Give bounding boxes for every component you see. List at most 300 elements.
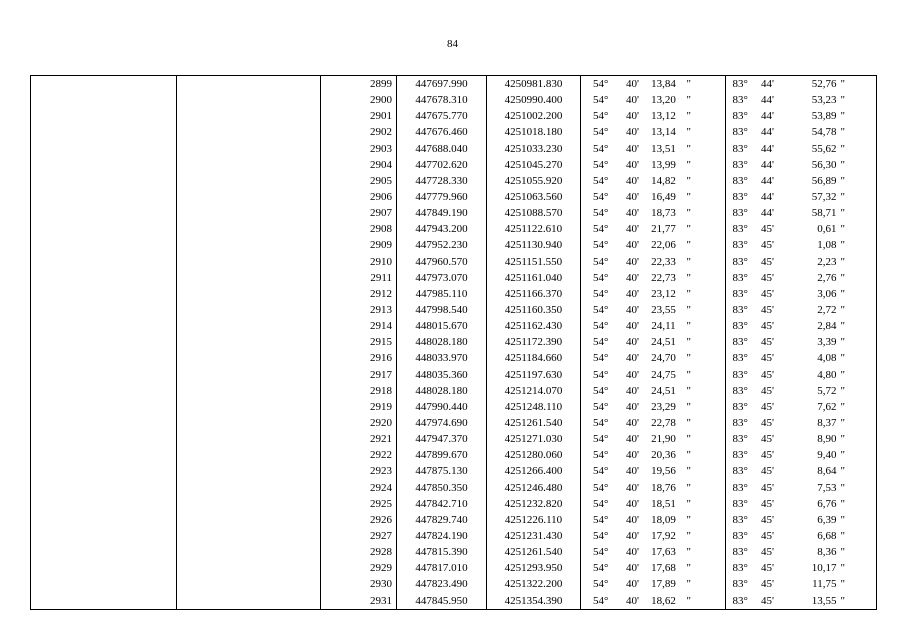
longitude-seconds-mark: " [837,576,877,592]
latitude-seconds-mark: " [683,496,726,512]
latitude-seconds-mark: " [683,480,726,496]
longitude-degrees: 83° [732,352,748,365]
point-number: 2920 [321,415,397,431]
latitude-seconds: 13,14 [651,126,676,139]
blank-cell [177,544,321,560]
latitude-seconds-mark: " [683,367,726,383]
x-coordinate: 447823.490 [397,576,487,592]
blank-cell [177,576,321,592]
latitude-minutes: 40' [626,287,639,300]
longitude-degrees: 83° [732,110,748,123]
blank-cell [31,205,177,221]
table-row [31,286,877,302]
latitude-minutes: 40' [626,304,639,317]
table-row [31,480,877,496]
latitude-seconds: 22,33 [651,255,676,268]
longitude-degrees: 83° [732,304,748,317]
y-coordinate: 4251271.030 [487,431,581,447]
longitude-seconds: 2,84 [817,320,837,333]
y-coordinate: 4251033.230 [487,141,581,157]
latitude-degrees: 54° [593,352,609,365]
longitude-degrees: 83° [732,271,748,284]
latitude-seconds-mark: " [683,383,726,399]
latitude-degrees: 54° [581,76,621,93]
longitude-seconds: 57,32 [811,191,837,204]
latitude-seconds-mark: " [683,447,726,463]
blank-cell [31,286,177,302]
latitude-minutes: 40' [626,530,639,542]
longitude-seconds-mark: " [837,528,877,544]
longitude-degrees: 83° [732,481,748,494]
longitude-degrees: 83° [732,449,748,462]
longitude-seconds-mark: " [837,367,877,383]
x-coordinate: 447702.620 [397,157,487,173]
longitude-seconds: 1,08 [817,239,837,252]
longitude-minutes: 45' [761,368,774,381]
page-number: 84 [447,38,458,50]
longitude-degrees: 83° [732,546,748,559]
latitude-seconds-mark: " [683,237,726,253]
latitude-seconds-mark: " [683,560,726,576]
table-row [31,447,877,463]
latitude-seconds: 24,51 [651,384,676,397]
latitude-minutes: 40' [626,239,639,252]
blank-cell [177,334,321,350]
latitude-seconds: 13,12 [651,110,676,123]
blank-cell [31,431,177,447]
y-coordinate: 4251246.480 [487,480,581,496]
latitude-seconds: 17,68 [651,562,676,575]
latitude-seconds: 23,55 [651,304,676,317]
latitude-seconds: 13,99 [651,158,676,171]
y-coordinate: 4251214.070 [487,383,581,399]
latitude-seconds-mark: " [683,76,726,93]
table-row [31,593,877,610]
longitude-seconds-mark: " [837,286,877,302]
point-number: 2907 [321,205,397,221]
blank-cell [31,318,177,334]
x-coordinate: 447985.110 [397,286,487,302]
x-coordinate: 447815.390 [397,544,487,560]
blank-cell [177,447,321,463]
longitude-minutes: 45' [761,384,774,397]
longitude-seconds: 56,30 [811,158,837,171]
latitude-degrees: 54° [593,255,609,268]
x-coordinate: 447678.310 [397,92,487,108]
table-row [31,254,877,270]
y-coordinate: 4251045.270 [487,157,581,173]
longitude-seconds: 3,39 [817,336,837,349]
latitude-degrees: 54° [593,239,609,252]
longitude-seconds: 58,71 [811,207,837,220]
y-coordinate: 4251166.370 [487,286,581,302]
latitude-seconds: 18,76 [651,481,676,494]
longitude-degrees: 83° [732,174,748,187]
longitude-seconds: 7,53 [817,481,837,494]
longitude-seconds-mark: " [837,512,877,528]
longitude-seconds-mark: " [837,350,877,366]
longitude-degrees: 83° [732,578,748,591]
y-coordinate: 4251231.430 [487,528,581,544]
x-coordinate: 447952.230 [397,237,487,253]
latitude-degrees: 54° [593,142,609,155]
longitude-degrees: 83° [732,207,748,220]
blank-cell [31,76,177,93]
longitude-seconds-mark: " [837,189,877,205]
latitude-minutes: 40' [626,191,639,204]
longitude-seconds: 7,62 [817,400,837,413]
latitude-seconds: 17,89 [651,578,676,591]
longitude-seconds: 2,76 [817,271,837,284]
table-row [31,108,877,124]
y-coordinate: 4251266.400 [487,463,581,479]
latitude-degrees: 54° [593,449,609,462]
point-number: 2912 [321,286,397,302]
latitude-seconds: 22,78 [651,417,676,430]
table-row [31,544,877,560]
y-coordinate: 4251293.950 [487,560,581,576]
longitude-minutes: 45' [761,271,774,284]
longitude-degrees: 83° [732,239,748,252]
longitude-seconds-mark: " [837,447,877,463]
blank-cell [31,560,177,576]
longitude-minutes: 45' [761,336,774,349]
blank-cell [177,318,321,334]
longitude-degrees: 83° [732,417,748,430]
longitude-seconds: 5,72 [817,384,837,397]
longitude-minutes: 45' [761,239,774,252]
latitude-degrees: 54° [593,562,609,575]
table-row [31,367,877,383]
latitude-seconds-mark: " [683,415,726,431]
longitude-seconds-mark: " [837,157,877,173]
latitude-seconds-mark: " [683,544,726,560]
longitude-seconds-mark: " [837,254,877,270]
latitude-seconds: 19,56 [651,465,676,478]
longitude-degrees: 83° [732,158,748,171]
blank-cell [31,383,177,399]
point-number: 2913 [321,302,397,318]
latitude-minutes: 40' [626,562,639,575]
latitude-degrees: 54° [593,400,609,413]
longitude-seconds: 56,89 [811,174,837,187]
latitude-minutes: 40' [626,513,639,526]
latitude-minutes: 40' [626,320,639,333]
latitude-degrees: 54° [593,497,609,510]
latitude-minutes: 40' [626,126,639,139]
latitude-degrees: 54° [593,174,609,187]
latitude-seconds: 13,84 [645,76,683,93]
blank-cell [31,189,177,205]
longitude-seconds-mark: " [837,76,877,93]
blank-cell [31,544,177,560]
longitude-degrees: 83° [732,320,748,333]
latitude-minutes: 40' [626,336,639,349]
blank-cell [177,480,321,496]
latitude-minutes: 40' [626,449,639,462]
point-number: 2908 [321,221,397,237]
latitude-minutes: 40' [621,593,645,610]
longitude-minutes: 45' [761,497,774,510]
latitude-seconds: 18,62 [645,593,683,610]
y-coordinate: 4250981.830 [487,76,581,93]
longitude-seconds-mark: " [837,593,877,610]
latitude-degrees: 54° [593,384,609,397]
latitude-seconds-mark: " [683,431,726,447]
longitude-seconds-mark: " [837,108,877,124]
longitude-degrees: 83° [732,530,748,542]
y-coordinate: 4251122.610 [487,221,581,237]
x-coordinate: 447850.350 [397,480,487,496]
x-coordinate: 447842.710 [397,496,487,512]
latitude-degrees: 54° [581,593,621,610]
latitude-seconds: 24,11 [651,320,676,333]
latitude-seconds-mark: " [683,157,726,173]
point-number: 2917 [321,367,397,383]
blank-cell [177,383,321,399]
longitude-degrees: 83° [732,368,748,381]
latitude-degrees: 54° [593,465,609,478]
latitude-seconds-mark: " [683,302,726,318]
latitude-degrees: 54° [593,287,609,300]
latitude-minutes: 40' [626,578,639,591]
point-number: 2915 [321,334,397,350]
longitude-degrees: 83° [732,142,748,155]
point-number: 2929 [321,560,397,576]
latitude-seconds-mark: " [683,221,726,237]
latitude-minutes: 40' [626,417,639,430]
point-number: 2925 [321,496,397,512]
longitude-seconds: 8,37 [817,417,837,430]
x-coordinate: 447947.370 [397,431,487,447]
blank-cell [177,173,321,189]
x-coordinate: 448015.670 [397,318,487,334]
point-number: 2910 [321,254,397,270]
latitude-seconds-mark: " [683,318,726,334]
longitude-minutes: 45' [761,287,774,300]
latitude-seconds-mark: " [683,173,726,189]
longitude-seconds: 52,76 [781,76,837,93]
longitude-seconds-mark: " [837,383,877,399]
blank-cell [31,367,177,383]
longitude-seconds-mark: " [837,270,877,286]
blank-cell [31,157,177,173]
longitude-seconds: 6,68 [817,530,837,542]
blank-cell [31,92,177,108]
blank-cell [177,350,321,366]
latitude-degrees: 54° [593,158,609,171]
longitude-seconds-mark: " [837,463,877,479]
x-coordinate: 448033.970 [397,350,487,366]
latitude-seconds-mark: " [683,334,726,350]
longitude-minutes: 45' [761,352,774,365]
latitude-minutes: 40' [626,368,639,381]
x-coordinate: 447676.460 [397,124,487,140]
point-number: 2906 [321,189,397,205]
longitude-degrees: 83° [732,497,748,510]
x-coordinate: 447779.960 [397,189,487,205]
longitude-degrees: 83° [726,76,755,93]
longitude-seconds-mark: " [837,237,877,253]
y-coordinate: 4251354.390 [487,593,581,610]
latitude-seconds: 24,70 [651,352,676,365]
longitude-seconds: 4,80 [817,368,837,381]
blank-cell [177,189,321,205]
x-coordinate: 447829.740 [397,512,487,528]
point-number: 2923 [321,463,397,479]
point-number: 2921 [321,431,397,447]
longitude-minutes: 45' [761,223,774,236]
blank-cell [177,431,321,447]
longitude-seconds-mark: " [837,415,877,431]
longitude-minutes: 44' [761,126,774,139]
point-number: 2930 [321,576,397,592]
longitude-minutes: 44' [755,76,781,93]
longitude-seconds: 13,55 [781,593,837,610]
longitude-degrees: 83° [732,94,748,107]
x-coordinate: 448035.360 [397,367,487,383]
latitude-seconds-mark: " [683,270,726,286]
y-coordinate: 4251018.180 [487,124,581,140]
latitude-seconds: 21,77 [651,223,676,236]
table-row [31,383,877,399]
y-coordinate: 4251226.110 [487,512,581,528]
longitude-seconds: 8,36 [817,546,837,559]
longitude-seconds-mark: " [837,560,877,576]
x-coordinate: 447817.010 [397,560,487,576]
longitude-degrees: 83° [732,287,748,300]
longitude-degrees: 83° [732,336,748,349]
blank-cell [31,512,177,528]
blank-cell [31,496,177,512]
longitude-minutes: 45' [761,417,774,430]
longitude-minutes: 45' [761,513,774,526]
latitude-seconds: 14,82 [651,174,676,187]
point-number: 2914 [321,318,397,334]
latitude-degrees: 54° [593,271,609,284]
x-coordinate: 447990.440 [397,399,487,415]
longitude-degrees: 83° [732,562,748,575]
longitude-degrees: 83° [732,433,748,446]
y-coordinate: 4251151.550 [487,254,581,270]
longitude-minutes: 44' [761,174,774,187]
y-coordinate: 4251261.540 [487,415,581,431]
latitude-degrees: 54° [593,578,609,591]
latitude-degrees: 54° [593,110,609,123]
longitude-minutes: 44' [761,142,774,155]
y-coordinate: 4251280.060 [487,447,581,463]
table-row [31,496,877,512]
latitude-degrees: 54° [593,126,609,139]
table-row [31,512,877,528]
table-row [31,350,877,366]
latitude-seconds: 22,06 [651,239,676,252]
blank-cell [177,221,321,237]
latitude-minutes: 40' [626,497,639,510]
longitude-seconds: 8,90 [817,433,837,446]
latitude-seconds: 18,09 [651,513,676,526]
table-row [31,124,877,140]
blank-cell [31,480,177,496]
blank-cell [177,254,321,270]
blank-cell [177,399,321,415]
y-coordinate: 4251322.200 [487,576,581,592]
latitude-seconds-mark: " [683,399,726,415]
latitude-degrees: 54° [593,433,609,446]
longitude-minutes: 45' [761,562,774,575]
longitude-seconds: 10,17 [811,562,837,575]
blank-cell [31,350,177,366]
x-coordinate: 447688.040 [397,141,487,157]
table-row [31,141,877,157]
longitude-seconds: 11,75 [812,578,837,591]
blank-cell [31,302,177,318]
longitude-seconds: 0,61 [817,223,837,236]
blank-cell [31,447,177,463]
longitude-minutes: 45' [761,530,774,542]
x-coordinate: 447675.770 [397,108,487,124]
longitude-seconds: 3,06 [817,287,837,300]
latitude-seconds: 23,29 [651,400,676,413]
x-coordinate: 447875.130 [397,463,487,479]
latitude-seconds: 21,90 [651,433,676,446]
longitude-degrees: 83° [732,465,748,478]
blank-cell [31,399,177,415]
latitude-seconds: 18,51 [651,497,676,510]
longitude-minutes: 45' [761,449,774,462]
point-number: 2903 [321,141,397,157]
table-row [31,318,877,334]
latitude-seconds: 17,92 [651,530,676,542]
latitude-degrees: 54° [593,223,609,236]
longitude-seconds: 54,78 [811,126,837,139]
point-number: 2899 [321,76,397,93]
blank-cell [31,528,177,544]
longitude-minutes: 44' [761,207,774,220]
blank-cell [177,76,321,93]
longitude-minutes: 45' [761,578,774,591]
latitude-seconds-mark: " [683,463,726,479]
longitude-minutes: 45' [761,433,774,446]
point-number: 2909 [321,237,397,253]
y-coordinate: 4251160.350 [487,302,581,318]
latitude-minutes: 40' [626,223,639,236]
blank-cell [177,593,321,610]
point-number: 2924 [321,480,397,496]
table-row [31,189,877,205]
point-number: 2902 [321,124,397,140]
latitude-minutes: 40' [626,481,639,494]
blank-cell [177,286,321,302]
point-number: 2927 [321,528,397,544]
latitude-minutes: 40' [626,465,639,478]
latitude-degrees: 54° [593,546,609,559]
latitude-seconds: 24,51 [651,336,676,349]
latitude-degrees: 54° [593,530,609,542]
longitude-degrees: 83° [732,384,748,397]
table-row [31,173,877,189]
point-number: 2918 [321,383,397,399]
longitude-minutes: 45' [761,465,774,478]
latitude-degrees: 54° [593,320,609,333]
longitude-seconds: 53,89 [811,110,837,123]
latitude-degrees: 54° [593,368,609,381]
x-coordinate: 447960.570 [397,254,487,270]
longitude-seconds: 53,23 [811,94,837,107]
latitude-minutes: 40' [626,271,639,284]
longitude-seconds-mark: " [837,544,877,560]
table-row [31,463,877,479]
